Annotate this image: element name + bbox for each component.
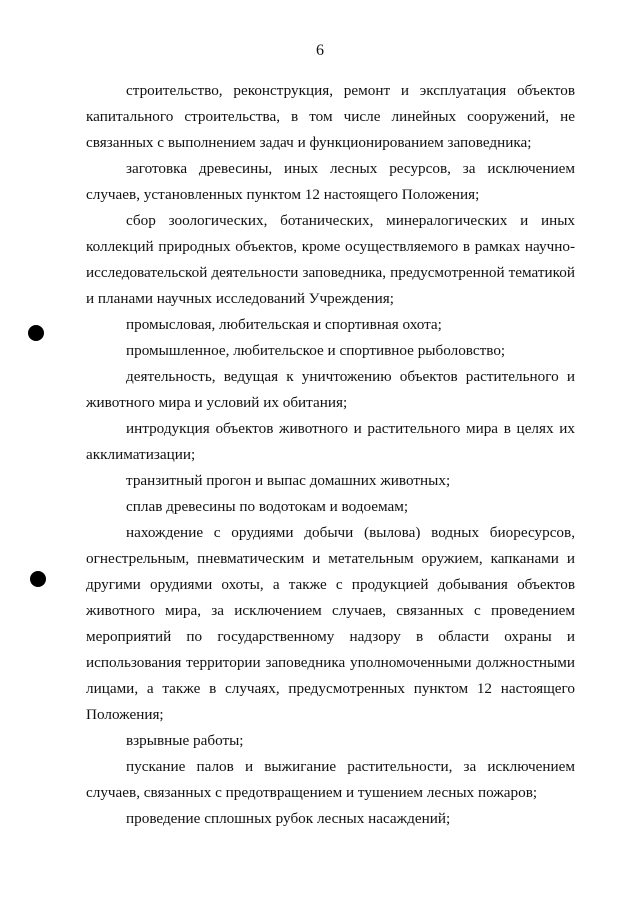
paragraph [86,520,575,728]
paragraph [86,468,575,494]
paragraph [86,494,575,520]
punch-hole-mark [28,325,44,341]
paragraph-line: случаев, связанных с предотвращением и тушением лесных пожаров; [86,784,538,801]
paragraph-line: заготовка древесины, иных лесных ресурсов, за исключением [126,160,575,177]
paragraph-line: промышленное, любительское и спортивное рыболовство; [126,342,506,359]
paragraph-line: деятельность, ведущая к уничтожению объектов растительного и [126,368,575,385]
paragraph-line: Положения; [86,706,164,723]
paragraph [86,78,575,156]
paragraph-line: использования территории заповедника уполномоченными должностными [86,654,575,671]
paragraph-line: связанных с выполнением задач и функционированием заповедника; [86,134,532,151]
paragraph-line: взрывные работы; [126,732,244,749]
paragraph-line: лицами, а также в случаях, предусмотренных пунктом 12 настоящего [86,680,575,697]
paragraph [86,754,575,806]
paragraph [86,806,575,832]
paragraph-line: акклиматизации; [86,446,196,463]
paragraph [86,312,575,338]
paragraph-line: промысловая, любительская и спортивная охота; [126,316,442,333]
paragraph-line: пускание палов и выжигание растительности, за исключением [126,758,575,775]
document-body [86,78,575,832]
paragraph-line: коллекций природных объектов, кроме осуществляемого в рамках научно- [86,238,575,255]
paragraph-line: исследовательской деятельности заповедника, предусмотренной тематикой [86,264,575,281]
paragraph-line: строительство, реконструкция, ремонт и эксплуатация объектов [126,82,575,99]
paragraph-line: капитального строительства, в том числе линейных сооружений, не [86,108,575,125]
paragraph-line: интродукция объектов животного и растительного мира в целях их [126,420,575,437]
paragraph-line: животного мира, за исключением случаев, связанных с проведением [86,602,575,619]
paragraph [86,416,575,468]
paragraph-line: транзитный прогон и выпас домашних животных; [126,472,451,489]
paragraph-line: огнестрельным, пневматическим и метательным оружием, капканами и [86,550,575,567]
paragraph-line: и планами научных исследований Учреждения; [86,290,394,307]
paragraph-line: мероприятий по государственному надзору в области охраны и [86,628,575,645]
paragraph-line: проведение сплошных рубок лесных насаждений; [126,810,451,827]
paragraph [86,338,575,364]
paragraph-line: другими орудиями охоты, а также с продукцией добывания объектов [86,576,575,593]
paragraph-line: случаев, установленных пунктом 12 настоящего Положения; [86,186,480,203]
paragraph [86,728,575,754]
paragraph-line: сплав древесины по водотокам и водоемам; [126,498,409,515]
page-number: 6 [316,42,324,59]
punch-hole-mark [30,571,46,587]
paragraph [86,156,575,208]
paragraph-line: нахождение с орудиями добычи (вылова) водных биоресурсов, [126,524,575,541]
paragraph [86,208,575,312]
paragraph [86,364,575,416]
paragraph-line: сбор зоологических, ботанических, минералогических и иных [126,212,575,229]
paragraph-line: животного мира и условий их обитания; [86,394,348,411]
